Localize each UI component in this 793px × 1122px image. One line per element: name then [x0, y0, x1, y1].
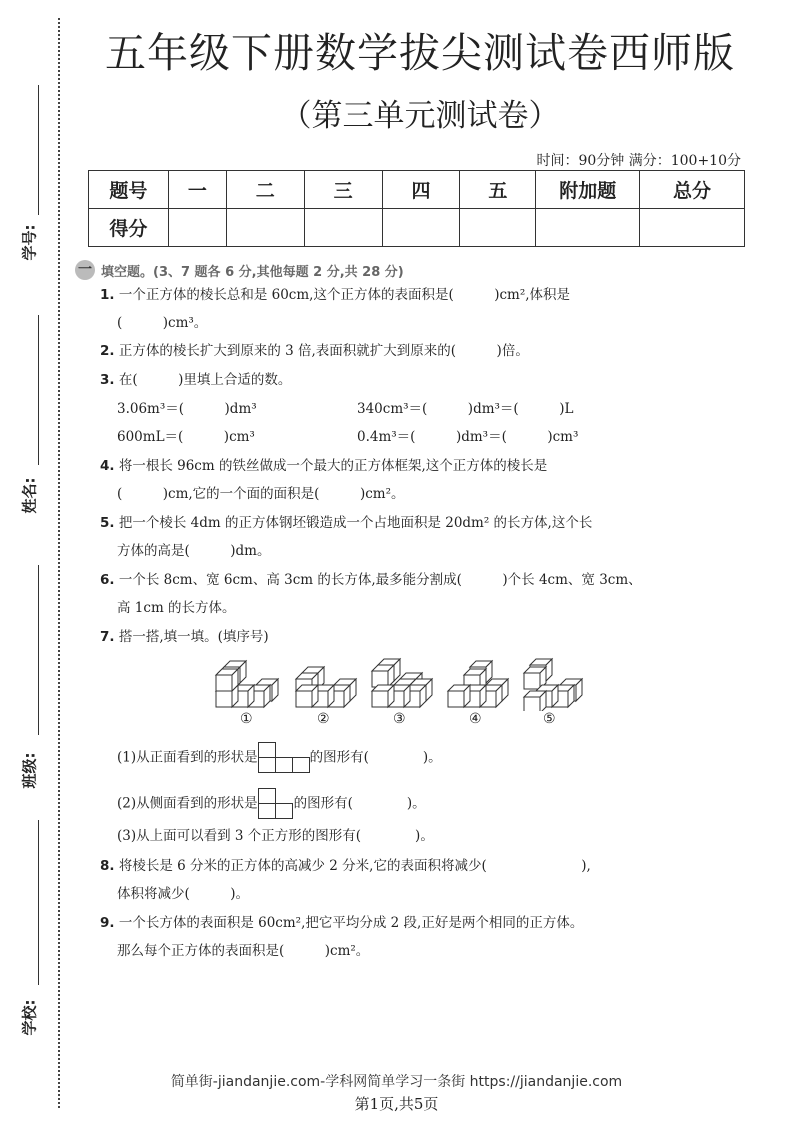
question-5-cont: 方体的高是( )dm。 — [117, 543, 271, 559]
question-5 — [100, 513, 592, 533]
question-number: 1. — [100, 287, 115, 303]
student-no-field[interactable] — [14, 85, 44, 285]
score-header-cell: 三 — [304, 171, 382, 209]
name-label: 姓名: — [20, 477, 39, 514]
question-3-d: 0.4m³＝( )dm³＝( )cm³ — [357, 429, 579, 445]
score-header-cell: 四 — [382, 171, 460, 209]
score-cell[interactable] — [640, 209, 745, 247]
question-8-cont: 体积将减少( )。 — [117, 886, 250, 902]
class-label: 班级: — [20, 752, 39, 789]
question-7-part-1 — [117, 742, 442, 774]
cube-label: ④ — [469, 711, 482, 727]
question-9-cont: 那么每个正方体的表面积是( )cm²。 — [117, 943, 370, 959]
question-3-a: 3.06m³＝( )dm³ — [117, 401, 257, 417]
question-text: (2)从侧面看到的形状是 — [117, 795, 258, 812]
class-line[interactable] — [38, 565, 39, 735]
question-number: 9. — [100, 915, 115, 931]
cube-label: ① — [240, 711, 253, 727]
side-view-shape — [258, 788, 294, 820]
score-table-score-row — [89, 209, 745, 247]
question-2 — [100, 341, 529, 361]
question-text: 的图形有( )。 — [293, 795, 426, 812]
question-7 — [100, 627, 269, 647]
school-field[interactable] — [14, 820, 44, 1040]
question-6-cont: 高 1cm 的长方体。 — [117, 600, 236, 616]
cube-label: ② — [317, 711, 330, 727]
question-text: (1)从正面看到的形状是 — [117, 749, 258, 766]
school-label: 学校: — [20, 999, 39, 1036]
question-number: 7. — [100, 629, 115, 645]
question-6 — [100, 570, 642, 590]
question-7-part-2 — [117, 788, 426, 820]
score-header-cell: 题号 — [89, 171, 169, 209]
cube-figure-4 — [448, 661, 508, 707]
question-text: 一个长 8cm、宽 6cm、高 3cm 的长方体,最多能分割成( )个长 4cm、宽 3cm、 — [118, 572, 642, 588]
question-3-b: 340cm³＝( )dm³＝( )L — [357, 401, 574, 417]
section-badge: 一 — [75, 260, 95, 280]
question-1-cont: ( )cm³。 — [117, 315, 208, 331]
question-text: 一个长方体的表面积是 60cm²,把它平均分成 2 段,正好是两个相同的正方体。 — [118, 915, 584, 931]
score-cell[interactable] — [168, 209, 226, 247]
question-number: 5. — [100, 515, 115, 531]
binding-dotted-line — [58, 18, 60, 1108]
question-4-cont: ( )cm,它的一个面的面积是( )cm²。 — [117, 486, 405, 502]
student-no-label: 学号: — [20, 224, 39, 261]
question-text: 正方体的棱长扩大到原来的 3 倍,表面积就扩大到原来的( )倍。 — [118, 343, 529, 359]
question-text: 将棱长是 6 分米的正方体的高减少 2 分米,它的表面积将减少( ), — [118, 858, 591, 874]
page-number: 第1页,共5页 — [354, 1095, 439, 1113]
front-view-shape — [258, 742, 310, 774]
score-cell[interactable] — [304, 209, 382, 247]
question-4 — [100, 456, 547, 476]
question-text: 将一根长 96cm 的铁丝做成一个最大的正方体框架,这个正方体的棱长是 — [118, 458, 548, 474]
question-1 — [100, 285, 570, 305]
time-info: 时间：90分钟 满分：100+10分 — [536, 153, 741, 169]
score-table — [88, 170, 745, 247]
score-row-label: 得分 — [89, 209, 169, 247]
student-no-line[interactable] — [38, 85, 39, 215]
question-number: 3. — [100, 372, 115, 388]
score-cell[interactable] — [226, 209, 304, 247]
score-cell[interactable] — [382, 209, 460, 247]
cube-figure-3 — [372, 659, 432, 707]
score-header-cell: 附加题 — [536, 171, 640, 209]
school-line[interactable] — [38, 820, 39, 985]
question-text: 在( )里填上合适的数。 — [118, 372, 292, 388]
question-number: 8. — [100, 858, 115, 874]
score-header-cell: 一 — [168, 171, 226, 209]
question-7-part-3: (3)从上面可以看到 3 个正方形的图形有( )。 — [117, 828, 434, 844]
cube-figure-5 — [524, 659, 582, 711]
score-cell[interactable] — [536, 209, 640, 247]
cube-figures — [212, 655, 592, 727]
cube-figure-2 — [296, 667, 356, 707]
question-number: 2. — [100, 343, 115, 359]
section-title: 填空题。(3、7 题各 6 分,其他每题 2 分,共 28 分) — [101, 264, 404, 280]
cube-figures-drawing — [212, 655, 592, 711]
cube-label: ⑤ — [543, 711, 556, 727]
question-text: 一个正方体的棱长总和是 60cm,这个正方体的表面积是( )cm²,体积是 — [118, 287, 571, 303]
question-3 — [100, 370, 291, 390]
page-title: 五年级下册数学拔尖测试卷西师版 — [105, 29, 735, 77]
question-3-c: 600mL＝( )cm³ — [117, 429, 255, 445]
question-text: 的图形有( )。 — [309, 749, 442, 766]
name-field[interactable] — [14, 315, 44, 535]
question-number: 4. — [100, 458, 115, 474]
name-line[interactable] — [38, 315, 39, 465]
score-header-cell: 二 — [226, 171, 304, 209]
score-table-header-row — [89, 171, 745, 209]
question-number: 6. — [100, 572, 115, 588]
cube-figure-1 — [216, 661, 278, 707]
class-field[interactable] — [14, 565, 44, 789]
footer-watermark: 简单街-jiandanjie.com-学科网简单学习一条街 https://jiandanjie.com — [170, 1074, 623, 1090]
cube-label: ③ — [393, 711, 406, 727]
section-header — [75, 260, 404, 280]
question-8 — [100, 856, 591, 876]
question-text: 搭一搭,填一填。(填序号) — [118, 629, 269, 645]
question-9 — [100, 913, 583, 933]
score-header-cell: 总分 — [640, 171, 745, 209]
page-subtitle: （第三单元测试卷） — [280, 98, 560, 134]
question-text: 把一个棱长 4dm 的正方体钢坯锻造成一个占地面积是 20dm² 的长方体,这个长 — [118, 515, 593, 531]
score-cell[interactable] — [460, 209, 536, 247]
score-header-cell: 五 — [460, 171, 536, 209]
